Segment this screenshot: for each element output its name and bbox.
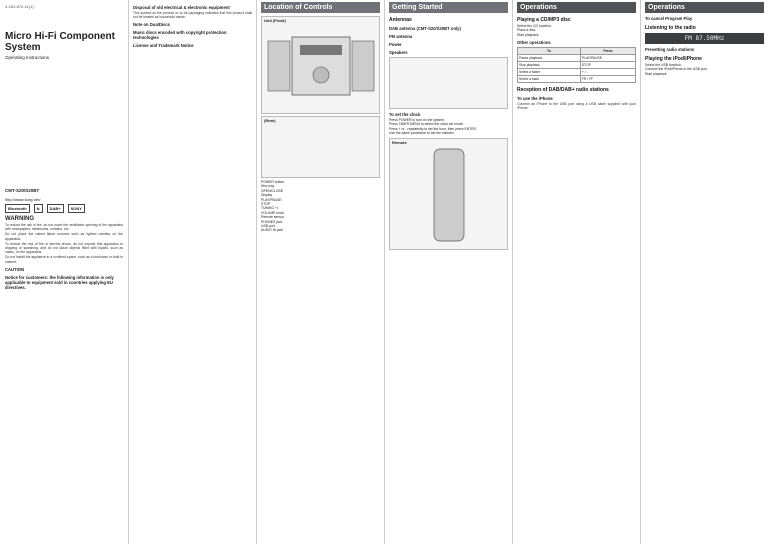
list-item: Press + or - repeatedly to set the hour, then press ENTER.	[389, 126, 477, 131]
table-row: Select a track FR / FF	[518, 76, 636, 83]
list-item: Start playback.	[517, 32, 540, 37]
list-item: Press TIMER MENU to select the clock set mode.	[389, 122, 464, 127]
operations-bar: Operations	[645, 2, 764, 13]
list-item: OPEN/CLOSE	[261, 188, 284, 193]
iphone-heading: To use the iPhone	[517, 96, 553, 102]
website-url: http://www.sony.net/	[5, 197, 41, 202]
remote-figure	[389, 138, 508, 250]
unit-rear-figure	[261, 116, 380, 178]
ipod-heading: Playing the iPod/iPhone	[645, 56, 702, 62]
unit-front-figure	[261, 16, 380, 114]
iphone-text: Connect an iPhone to the USB port using a USB cable supplied with your iPhone.	[517, 102, 636, 111]
sony-logo: SONY	[68, 204, 85, 213]
getting-started-column	[384, 0, 512, 544]
fm-antenna-heading: FM antenna	[389, 34, 413, 39]
list-item: Start playback.	[645, 71, 668, 76]
cd-steps	[517, 24, 636, 37]
dab-logo: DAB+	[47, 204, 64, 213]
cd-heading: Playing a CD/MP3 disc	[517, 17, 571, 23]
license-heading: License and Trademark Notice	[133, 43, 194, 49]
list-item: TUNING +/-	[261, 206, 279, 211]
unit-rear-label: (Rear)	[264, 118, 276, 123]
stereo-unit-illustration	[262, 17, 380, 109]
bluetooth-logo: Bluetooth	[5, 204, 30, 213]
table-row: Stop playback STOP	[518, 62, 636, 69]
clock-heading: To set the clock	[389, 112, 421, 117]
cancel-program-heading: To cancel Program Play	[645, 16, 693, 21]
list-item: Disc tray	[261, 184, 275, 189]
list-item: Use the same procedure to set the minutes.	[389, 131, 455, 136]
remote-label: Remote	[392, 139, 407, 145]
list-item: PLAY/PAUSE	[261, 197, 282, 202]
table-row: Pause playback PLAY/PAUSE	[518, 55, 636, 62]
remote-illustration	[390, 139, 508, 245]
list-item: AUDIO IN jack	[261, 228, 284, 233]
presets-heading: Presetting radio stations	[645, 47, 695, 52]
getting-started-bar: Getting Started	[389, 2, 508, 13]
table-row: To Press	[518, 48, 636, 55]
ipod-steps	[645, 63, 764, 76]
list-item: USB port	[261, 224, 275, 229]
dualdisc-heading: Note on DualDiscs	[133, 22, 170, 28]
document-subtitle: Operating Instructions	[5, 55, 50, 60]
other-operations-heading: Other operations	[517, 40, 551, 46]
list-item: POWER button	[261, 180, 285, 184]
operations-column	[512, 0, 640, 544]
speakers-heading: Speakers	[389, 50, 408, 55]
power-heading: Power	[389, 42, 402, 47]
nfc-logo: N	[34, 204, 43, 213]
notice-heading: Notice for customers: the following information is only applicable to equipment sold in countries applying EU directives.	[5, 274, 114, 290]
antennas-heading: Antennas	[389, 17, 412, 23]
list-item: Select the USB function.	[645, 63, 682, 67]
dab-antenna-heading: DAB antenna (CMT-S20/S20BT only)	[389, 26, 461, 31]
document-title: Micro Hi-Fi Component System	[5, 31, 115, 53]
disposal-heading: Disposal of old electrical & electronic equipment	[133, 5, 230, 10]
list-item: Connect the iPod/iPhone to the USB port.	[645, 67, 708, 72]
dab-reception-heading: Reception of DAB/DAB+ radio stations	[517, 87, 609, 94]
warning-heading: WARNING	[5, 216, 34, 222]
list-item: PHONES jack	[261, 219, 283, 224]
list-item: Select the CD function.	[517, 24, 552, 28]
copyright-heading: Music discs encoded with copyright protection technologies	[133, 30, 227, 41]
warning-paragraph: Do not install the appliance in a confined space, such as a bookcase or built-in cabinet.	[5, 255, 123, 264]
warning-paragraph: Do not place the naked flame sources such as lighted candles on the apparatus.	[5, 232, 123, 241]
radio-heading: Listening to the radio	[645, 25, 696, 31]
list-item: STOP	[261, 202, 271, 207]
disposal-column	[128, 0, 256, 544]
speakers-figure	[389, 57, 508, 109]
disposal-text: This symbol on the product or on its packaging indicates that this product shall not be treated as household waste.	[133, 11, 252, 20]
unit-front-label: Unit (Front)	[264, 18, 286, 23]
display-readout: FM 87.50MHz	[645, 33, 764, 44]
ipod-column	[640, 0, 768, 544]
logo-row	[5, 204, 123, 213]
part-number: 4-263-672-11(1)	[5, 4, 34, 9]
model-number: CMT-S20/S20BT	[5, 188, 40, 193]
caution-heading: CAUTION	[5, 266, 25, 272]
clock-steps	[389, 118, 508, 136]
operations-table	[517, 47, 636, 83]
cover-column	[0, 0, 128, 544]
controls-column	[256, 0, 384, 544]
warning-paragraph: To reduce the risk of fire, do not cover the ventilation opening of the apparatus with newspapers, tablecloths, curtains, etc.	[5, 223, 123, 232]
operations-bar: Operations	[517, 2, 636, 13]
warning-paragraph: To reduce the risk of fire or electric shock, do not expose this apparatus to dripping or splashing, and do not place objects filled with liquids, such as vases, on the apparatus.	[5, 241, 123, 255]
list-item: Press POWER to turn on the system.	[389, 118, 445, 122]
table-row: Select a folder + / -	[518, 69, 636, 76]
list-item: Display	[261, 193, 273, 198]
list-item: Place a disc.	[517, 28, 537, 33]
list-item: VOLUME knob	[261, 210, 284, 215]
controls-list	[261, 180, 380, 233]
list-item: Remote sensor	[261, 215, 284, 220]
location-of-controls-bar: Location of Controls	[261, 2, 380, 13]
